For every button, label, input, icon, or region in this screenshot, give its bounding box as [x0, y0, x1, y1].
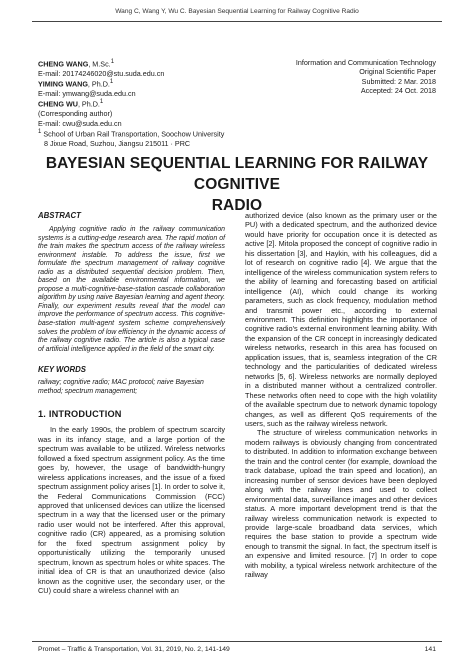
abstract-text: Applying cognitive radio in the railway communication systems is a cutting-edge research area. The rapid motion of the train makes the spectrum access of the railway wireless environment instable. To address the issue, first we formulate the spectrum management of railway cognitive radio as a distributed sequential decision problem. Then, based on the available environmental information, we propose a multi-cognitive-base-station cascade collaboration algorithm by using naive Bayesian learning and agent theory. Finally, our experiment results reveal that the model can improve the performance of spectrum access. This cognitive-base-station multi-agent system scheme comprehensively solves the problem of low efficiency in the dynamic access of the railway cognitive radio. The article is also a typical case of artificial intelligence applied in the field of the smart city.	[38, 226, 225, 353]
left-column	[38, 211, 225, 596]
header-rule	[32, 21, 442, 22]
author-degree: , Ph.D.	[87, 79, 110, 89]
body-paragraph: authorized device (also known as the primary user or the PU) with a dedicated spectrum, and the authorized device would have priority for occupation once it is detected as active [2]. Mitola proposed the concept of cognitive radio in his dissertation [3], and Haykin, with his colleagues, did a lot of research on cognitive radio [4]. We argue that the intelligence of the wireless communication system refers to the ability of learning and forecasting based on artificial intelligence (AI), which could change its working parameters, such as clock frequency, modulation method and transmit power etc., according to external environment. This definition highlights the importance of cognitive radio's external environment learning ability. With the expansion of the CR concept in increasingly dedicated wireless networks, research in this area has focused on application issues, that is, seamless integration of the CR technology and the particularities of dedicated wireless networks [5, 6]. Wireless networks are normally deployed in a distributed manner without a centralized controller. These networks often need to cope with the high volatility of the available spectrum due to network dynamic topology changes, as well as different QoS requirements of the users, such as the railway wireless network.	[245, 211, 437, 428]
author-block	[38, 58, 268, 148]
author-name: CHENG WU	[38, 99, 78, 109]
author-affiliation-mark: 1	[110, 59, 115, 65]
article-type: Original Scientific Paper	[359, 67, 436, 77]
corresponding-author-note: (Corresponding author)	[38, 109, 113, 119]
journal-citation: Promet – Traffic & Transportation, Vol. 31, 2019, No. 2, 141-149	[38, 646, 230, 653]
footer-rule	[32, 641, 442, 642]
affiliation-line	[38, 128, 268, 139]
author-name-row	[38, 98, 268, 109]
article-info-block	[246, 58, 436, 96]
author-email: E-mail: 20174246020@stu.suda.edu.cn	[38, 68, 165, 78]
page-number: 141	[424, 646, 436, 653]
affiliation-address: 8 Jixue Road, Suzhou, Jiangsu 215011 · PRC	[44, 138, 191, 148]
article-category: Information and Communication Technology	[295, 58, 436, 67]
author-name-row	[38, 78, 268, 89]
author-name: CHENG WANG	[38, 59, 89, 69]
author-name-row	[38, 58, 268, 69]
author-name: YIMING WANG	[38, 79, 88, 89]
introduction-heading: 1. INTRODUCTION	[38, 409, 122, 420]
keywords-heading: KEY WORDS	[38, 365, 86, 375]
author-affiliation-mark: 1	[99, 99, 104, 106]
title-line: BAYESIAN SEQUENTIAL LEARNING FOR RAILWAY COGNITIVE	[45, 155, 429, 193]
author-degree: , M.Sc.	[88, 59, 111, 69]
right-column	[245, 211, 437, 580]
abstract-heading: ABSTRACT	[38, 211, 81, 220]
accepted-date: Accepted: 24 Oct. 2018	[360, 86, 436, 96]
body-paragraph: The structure of wireless communication networks in modern railways is obviously changing from concentrated to distributed. In addition to information exchange between the train and the control center (for example, download the track database, upload the train speed and location), an increasing number of sensor devices have been deployed along with the railway lines and used to collect environmental data, surveillance images and other devices status. A more important development trend is that the railway wireless communication network is expected to provide large-scale broadband data services, which requires the base station to provide a spectrum wide enough to transmit the signal. In fact, the spectrum itself is an expensive and limited resource. [7] In order to cope with mobility, a typical wireless network architecture of the railway	[245, 428, 437, 580]
keywords-text: railway; cognitive radio; MAC protocol; naive Bayesian method; spectrum management;	[38, 379, 204, 395]
author-degree: , Ph.D.	[77, 99, 100, 109]
author-email: E-mail: cwu@suda.edu.cn	[38, 118, 122, 128]
submitted-date: Submitted: 2 Mar. 2018	[361, 76, 436, 86]
affiliation-text: School of Urban Rail Transportation, Soochow University	[41, 129, 225, 139]
affiliation-mark: 1	[38, 129, 42, 136]
introduction-paragraph: In the early 1990s, the problem of spectrum scarcity was in its infancy stage, and a large portion of the spectrum was available to be utilized. Wireless networks followed a fixed spectrum assignment policy. As the time goes by, however, the usage of bandwidth-hungry wireless applications increases, and the issue of a fixed spectrum assignment policy arises [1]. In order to solve it, the Federal Communications Commission (FCC) approved that unlicensed devices can utilize the licensed spectrum in a way that the licensed user or the primary radio user would not be interfered. After this approval, cognitive radio (CR) appeared, as a promising solution for the fixed spectrum assignment policy by opportunistically utilizing the temporarily unused spectrum, known as spectrum holes or white spaces. The initial idea of CR is that an unauthorized device (also known as the cognitive user, the secondary user, or the CU) could share a wireless channel with an	[38, 425, 225, 596]
paper-title	[40, 153, 434, 216]
running-head: Wang C, Wang Y, Wu C. Bayesian Sequential Learning for Railway Cognitive Radio	[115, 8, 359, 15]
author-affiliation-mark: 1	[109, 79, 114, 86]
author-email: E-mail: ymwang@suda.edu.cn	[38, 89, 136, 98]
title-line: RADIO	[211, 197, 263, 214]
